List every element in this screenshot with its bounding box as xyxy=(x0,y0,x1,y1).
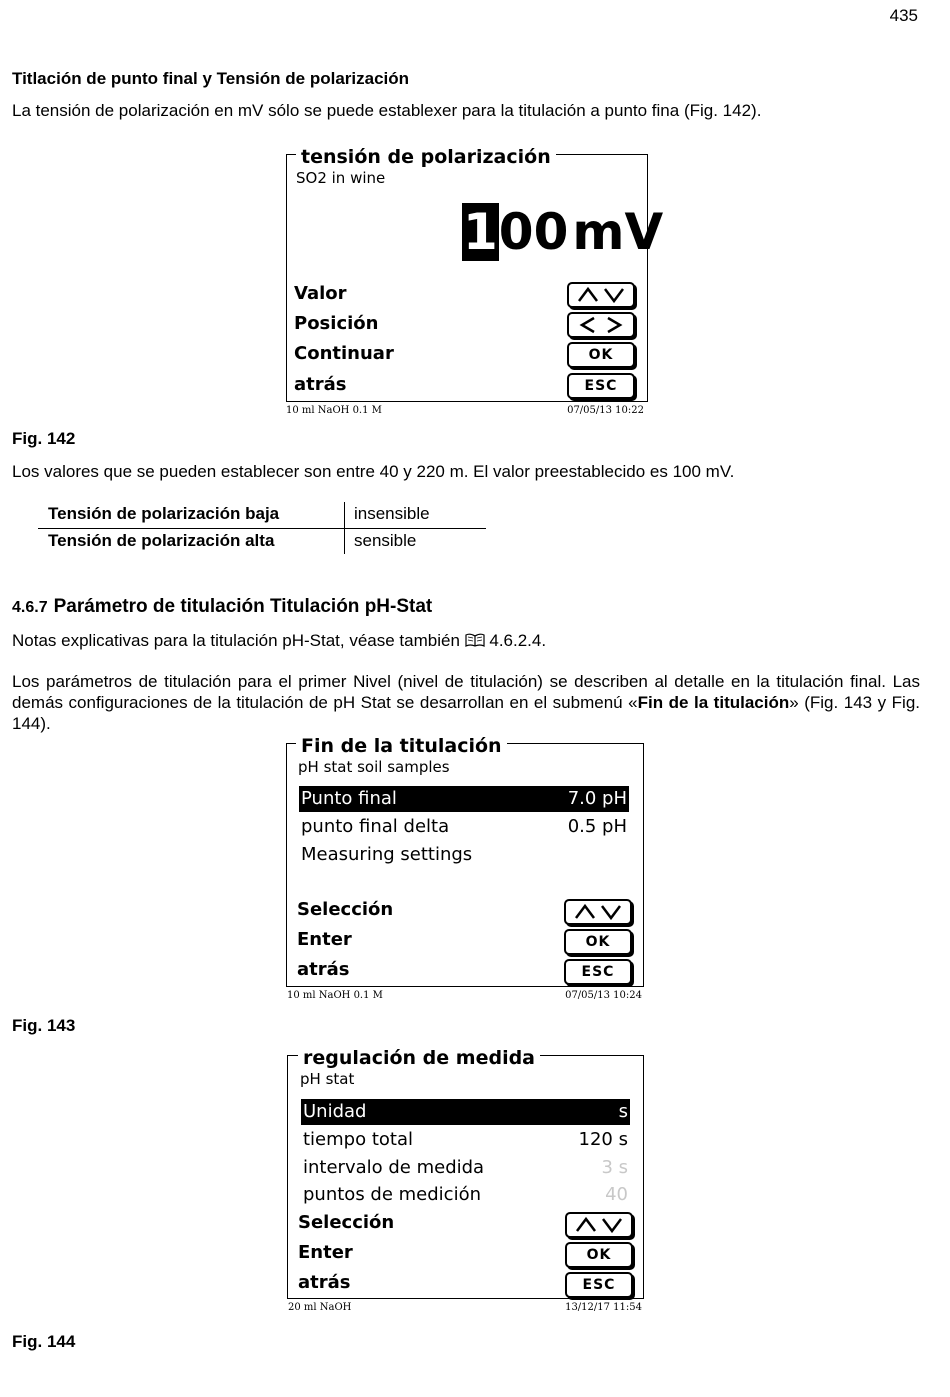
table-cell-value: sensible xyxy=(354,531,417,550)
table-cell-name: Tensión de polarización baja xyxy=(48,504,280,523)
ok-key[interactable]: OK xyxy=(567,342,635,368)
status-reagent: 10 ml NaOH 0.1 M xyxy=(287,990,383,1001)
table-cell-value: insensible xyxy=(354,504,430,523)
updown-key[interactable] xyxy=(567,282,635,308)
note-reference[interactable]: 4.6.2.4. xyxy=(489,631,547,650)
menu-item-measure-interval[interactable] xyxy=(301,1155,630,1181)
table-row xyxy=(38,502,486,529)
status-datetime: 13/12/17 11:54 xyxy=(565,1302,642,1313)
esc-key[interactable]: ESC xyxy=(564,959,632,985)
label-seleccion: Selección xyxy=(298,1212,395,1233)
menu-item-measure-points[interactable] xyxy=(301,1182,630,1208)
menu-item-label: tiempo total xyxy=(303,1129,413,1150)
screen-title: regulación de medida xyxy=(298,1048,540,1068)
fig142-caption: Fig. 142 xyxy=(12,429,76,448)
menu-item-label: puntos de medición xyxy=(303,1184,481,1205)
updown-key[interactable] xyxy=(565,1212,633,1238)
label-atras: atrás xyxy=(298,1272,351,1293)
label-continuar: Continuar xyxy=(294,343,394,364)
menu-item-value: 40 xyxy=(605,1184,628,1205)
menu-item-value: 0.5 pH xyxy=(567,816,627,837)
status-datetime: 07/05/13 10:24 xyxy=(565,990,642,1001)
table-cell-name: Tensión de polarización alta xyxy=(48,531,275,550)
menu-item-label: Punto final xyxy=(301,788,397,809)
range-paragraph: Los valores que se pueden establecer son entre 40 y 220 m. El valor preestablecido es 100 mV. xyxy=(12,462,735,481)
fig144-caption: Fig. 144 xyxy=(12,1332,76,1351)
status-reagent: 20 ml NaOH xyxy=(288,1302,352,1313)
menu-item-unit[interactable] xyxy=(301,1099,630,1125)
menu-item-value: 3 s xyxy=(601,1157,628,1178)
polarization-table xyxy=(38,502,486,555)
menu-item-label: Measuring settings xyxy=(301,844,473,865)
screen-title: Fin de la titulación xyxy=(296,736,507,756)
stat-text-2: » (Fig. 143 y Fig. 144). xyxy=(12,693,920,733)
note-paragraph xyxy=(12,630,920,651)
label-seleccion: Selección xyxy=(297,899,394,920)
menu-item-measuring-settings[interactable] xyxy=(299,842,629,868)
status-reagent: 10 ml NaOH 0.1 M xyxy=(286,405,382,416)
note-text: Notas explicativas para la titulación pH-Stat, véase también xyxy=(12,631,460,650)
label-enter: Enter xyxy=(297,929,352,950)
value-unit: mV xyxy=(572,203,664,261)
menu-item-value: 120 s xyxy=(578,1129,628,1150)
up-down-arrows-icon xyxy=(576,286,626,304)
polarization-screen xyxy=(282,145,664,423)
label-posicion: Posición xyxy=(294,313,379,334)
menu-item-value: s xyxy=(618,1101,628,1122)
section-number: 4.6.7 xyxy=(12,599,48,616)
up-down-arrows-icon xyxy=(574,1216,624,1234)
menu-item-endpoint-delta[interactable] xyxy=(299,814,629,840)
table-row xyxy=(38,529,486,555)
ok-key[interactable]: OK xyxy=(565,1242,633,1268)
section-heading: Titlación de punto final y Tensión de polarización xyxy=(12,69,410,88)
screen-title: tensión de polarización xyxy=(296,147,556,167)
label-atras: atrás xyxy=(294,374,347,395)
menu-item-value: 7.0 pH xyxy=(567,788,627,809)
label-atras: atrás xyxy=(297,959,350,980)
value-display xyxy=(462,203,663,261)
value-digits: 00 xyxy=(498,203,569,261)
leftright-key[interactable] xyxy=(567,312,635,338)
status-datetime: 07/05/13 10:22 xyxy=(567,405,644,416)
stat-text-bold: Fin de la titulación xyxy=(637,693,790,712)
label-valor: Valor xyxy=(294,283,347,304)
menu-item-endpoint[interactable] xyxy=(299,786,629,812)
menu-item-label: punto final delta xyxy=(301,816,450,837)
page-number: 435 xyxy=(889,6,918,25)
screen-subtitle: pH stat soil samples xyxy=(298,758,450,776)
esc-key[interactable]: ESC xyxy=(567,373,635,399)
value-cursor: 1 xyxy=(463,203,498,261)
fig143-caption: Fig. 143 xyxy=(12,1016,76,1035)
esc-key[interactable]: ESC xyxy=(565,1272,633,1298)
updown-key[interactable] xyxy=(564,899,632,925)
section-name: Parámetro de titulación Titulación pH-Stat xyxy=(53,596,433,617)
section-title xyxy=(12,596,432,618)
menu-item-label: intervalo de medida xyxy=(303,1157,485,1178)
screen-subtitle: pH stat xyxy=(300,1070,355,1088)
label-enter: Enter xyxy=(298,1242,353,1263)
menu-item-total-time[interactable] xyxy=(301,1127,630,1153)
endpoint-screen xyxy=(282,734,648,1006)
intro-paragraph: La tensión de polarización en mV sólo se puede establexer para la titulación a punto fina (Fig. 142). xyxy=(12,101,762,120)
ok-key[interactable]: OK xyxy=(564,929,632,955)
stat-paragraph xyxy=(12,671,920,734)
menu-item-label: Unidad xyxy=(303,1101,367,1122)
measure-regulation-screen xyxy=(283,1046,649,1318)
book-icon xyxy=(465,633,485,647)
up-down-arrows-icon xyxy=(573,903,623,921)
left-right-arrows-icon xyxy=(576,316,626,334)
screen-subtitle: SO2 in wine xyxy=(296,169,386,187)
stat-text-1: Los parámetros de titulación para el primer Nivel (nivel de titulación) se describen al detalle en la titulación final. Las demás configuraciones de la titulación de pH Stat se desarrollan en el submenú « xyxy=(12,672,920,712)
